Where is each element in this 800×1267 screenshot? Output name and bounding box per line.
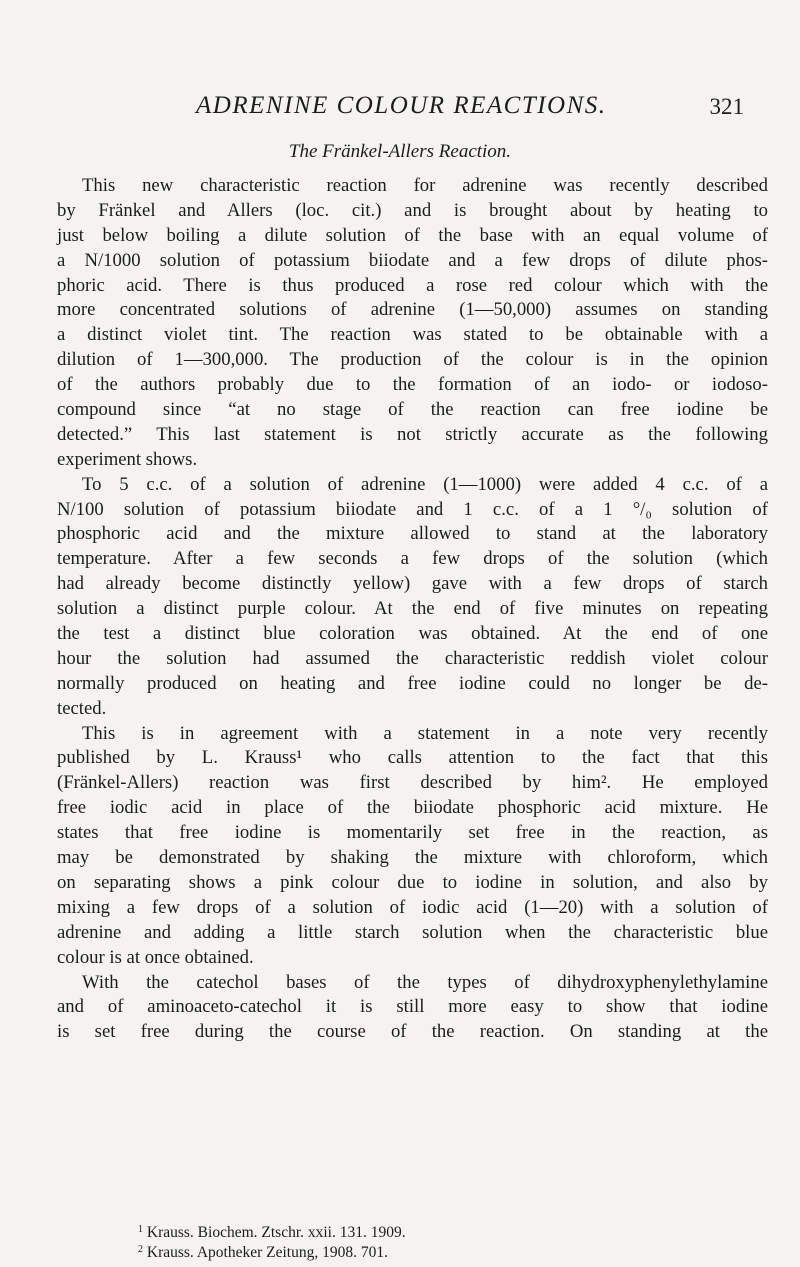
text-line: colour is at once obtained. xyxy=(57,946,254,968)
footnote xyxy=(0,1220,800,1240)
footnote xyxy=(0,1240,800,1260)
footnote-text: Krauss. Apotheker Zeitung, 1908. 701. xyxy=(146,1244,388,1261)
text-line: had already become distinctly yellow) gave with a few drops of starch xyxy=(57,573,768,595)
text-line: solution a distinct purple colour. At the end of five minutes on repeating xyxy=(57,598,768,620)
text-line: tected. xyxy=(57,697,107,719)
text-line: a N/1000 solution of potassium biiodate and a few drops of dilute phos- xyxy=(57,249,768,271)
text-line: of the authors probably due to the formation of an iodo- or iodoso- xyxy=(57,374,768,396)
page-number: 321 xyxy=(709,94,744,119)
text-line: states that free iodine is momentarily set free in the reaction, as xyxy=(57,822,768,844)
text-line: mixing a few drops of a solution of iodic acid (1—20) with a solution of xyxy=(57,896,768,918)
text-line: and of aminoaceto-catechol it is still more easy to show that iodine xyxy=(57,996,768,1018)
text-line: dilution of 1—300,000. The production of the colour is in the opinion xyxy=(57,349,768,371)
text-line: This is in agreement with a statement in a note very recently xyxy=(82,722,768,744)
text-line: adrenine and adding a little starch solution when the characteristic blue xyxy=(57,921,768,943)
body-text xyxy=(57,174,768,1045)
text-line: is set free during the course of the reaction. On standing at the xyxy=(57,1021,768,1043)
text-line: This new characteristic reaction for adrenine was recently described xyxy=(82,175,768,196)
text-line: on separating shows a pink colour due to iodine in solution, and also by xyxy=(57,871,768,893)
footnote-text: Krauss. Biochem. Ztschr. xxii. 131. 1909. xyxy=(146,1224,406,1241)
text-line: more concentrated solutions of adrenine (1—50,000) assumes on standing xyxy=(57,299,768,321)
text-line: may be demonstrated by shaking the mixture with chloroform, which xyxy=(57,847,768,869)
text-line: free iodic acid in place of the biiodate phosphoric acid mixture. He xyxy=(57,797,768,819)
text-line: temperature. After a few seconds a few drops of the solution (which xyxy=(57,548,768,570)
text-line: published by L. Krauss¹ who calls attention to the fact that this xyxy=(57,747,768,769)
text-line: normally produced on heating and free iodine could no longer be de- xyxy=(57,672,768,694)
text-line: compound since “at no stage of the reaction can free iodine be xyxy=(57,399,768,421)
text-line: With the catechol bases of the types of dihydroxyphenylethylamine xyxy=(82,971,768,993)
text-line: a distinct violet tint. The reaction was stated to be obtainable with a xyxy=(57,324,768,346)
text-line: phosphoric acid and the mixture allowed to stand at the laboratory xyxy=(57,523,768,545)
text-line: the test a distinct blue coloration was obtained. At the end of one xyxy=(57,623,768,645)
text-line: phoric acid. There is thus produced a rose red colour which with the xyxy=(57,274,768,296)
text-line: (Fränkel-Allers) reaction was first described by him². He employed xyxy=(57,772,768,794)
text-line: N/100 solution of potassium biiodate and 1 c.c. of a 1 °/₀ solution of xyxy=(57,498,768,520)
footnote-mark: 2 xyxy=(138,1244,143,1255)
text-line: by Fränkel and Allers (loc. cit.) and is brought about by heating to xyxy=(57,199,768,221)
text-line: To 5 c.c. of a solution of adrenine (1—1000) were added 4 c.c. of a xyxy=(82,473,768,495)
footnotes xyxy=(0,1220,800,1260)
text-line: just below boiling a dilute solution of the base with an equal volume of xyxy=(57,224,768,246)
text-line: detected.” This last statement is not strictly accurate as the following xyxy=(57,423,768,445)
section-title: The Fränkel-Allers Reaction. xyxy=(288,141,512,162)
text-line: experiment shows. xyxy=(57,448,198,470)
running-title: ADRENINE COLOUR REACTIONS. xyxy=(196,92,607,119)
footnote-mark: 1 xyxy=(138,1224,143,1235)
text-line: hour the solution had assumed the characteristic reddish violet colour xyxy=(57,647,768,669)
